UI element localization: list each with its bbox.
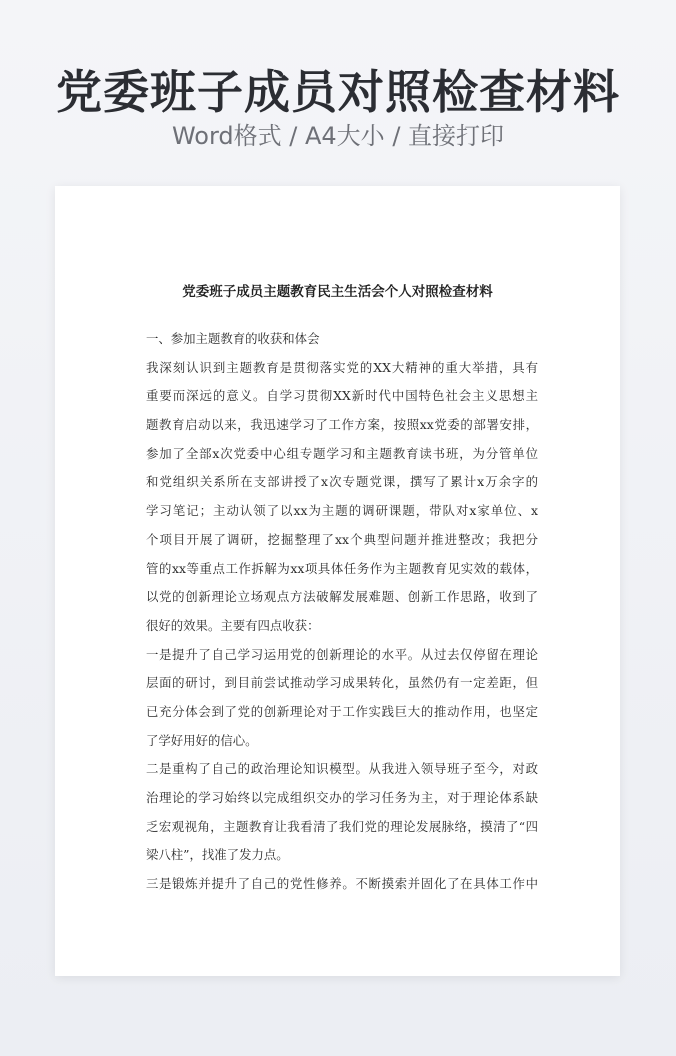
paragraph-line: 乏宏观视角，主题教育让我看清了我们党的理论发展脉络，摸清了“四 xyxy=(146,818,538,834)
document-page xyxy=(55,186,620,976)
paragraph-line: 题教育启动以来，我迅速学习了工作方案，按照xx党委的部署安排， xyxy=(146,417,538,433)
paragraph-line: 个项目开展了调研，挖掘整理了xx个典型问题并推进整改；我把分 xyxy=(146,531,538,547)
paragraph-line: 我深刻认识到主题教育是贯彻落实党的XX大精神的重大举措，具有 xyxy=(146,359,538,375)
paragraph-line: 重要而深远的意义。自学习贯彻XX新时代中国特色社会主义思想主 xyxy=(146,388,538,404)
paragraph-line: 一是提升了自己学习运用党的创新理论的水平。从过去仅停留在理论 xyxy=(146,646,538,662)
paragraph-line: 层面的研讨，到目前尝试推动学习成果转化，虽然仍有一定差距，但 xyxy=(146,675,538,691)
paragraph-line: 已充分体会到了党的创新理论对于工作实践巨大的推动作用，也坚定 xyxy=(146,703,538,719)
banner-title: 党委班子成员对照检查材料 xyxy=(56,65,620,119)
document-title: 党委班子成员主题教育民主生活会个人对照检查材料 xyxy=(182,284,493,300)
paragraph-line: 三是锻炼并提升了自己的党性修养。不断摸索并固化了在具体工作中 xyxy=(146,876,538,892)
document-body xyxy=(146,325,538,899)
paragraph-line: 梁八柱”，找准了发力点。 xyxy=(146,847,289,863)
paragraph-line: 很好的效果。主要有四点收获： xyxy=(146,617,320,633)
paragraph-line: 以党的创新理论立场观点方法破解发展难题、创新工作思路，收到了 xyxy=(146,589,538,605)
paragraph-line: 了学好用好的信心。 xyxy=(146,732,258,748)
paragraph-line: 治理论的学习始终以完成组织交办的学习任务为主，对于理论体系缺 xyxy=(146,790,538,805)
paragraph-line: 二是重构了自己的政治理论知识模型。从我进入领导班子至今，对政 xyxy=(146,761,538,777)
paragraph-line: 和党组织关系所在支部讲授了x次专题党课，撰写了累计x万余字的 xyxy=(146,474,538,490)
section-heading: 一、参加主题教育的收获和体会 xyxy=(146,331,320,346)
banner-subtitle: Word格式 / A4大小 / 直接打印 xyxy=(171,122,505,150)
paragraph-line: 参加了全部x次党委中心组专题学习和主题教育读书班，为分管单位 xyxy=(146,445,538,461)
paragraph-line: 学习笔记；主动认领了以xx为主题的调研课题，带队对x家单位、x xyxy=(146,503,538,519)
paragraph-line: 管的xx等重点工作拆解为xx项具体任务作为主题教育见实效的载体， xyxy=(146,560,538,576)
